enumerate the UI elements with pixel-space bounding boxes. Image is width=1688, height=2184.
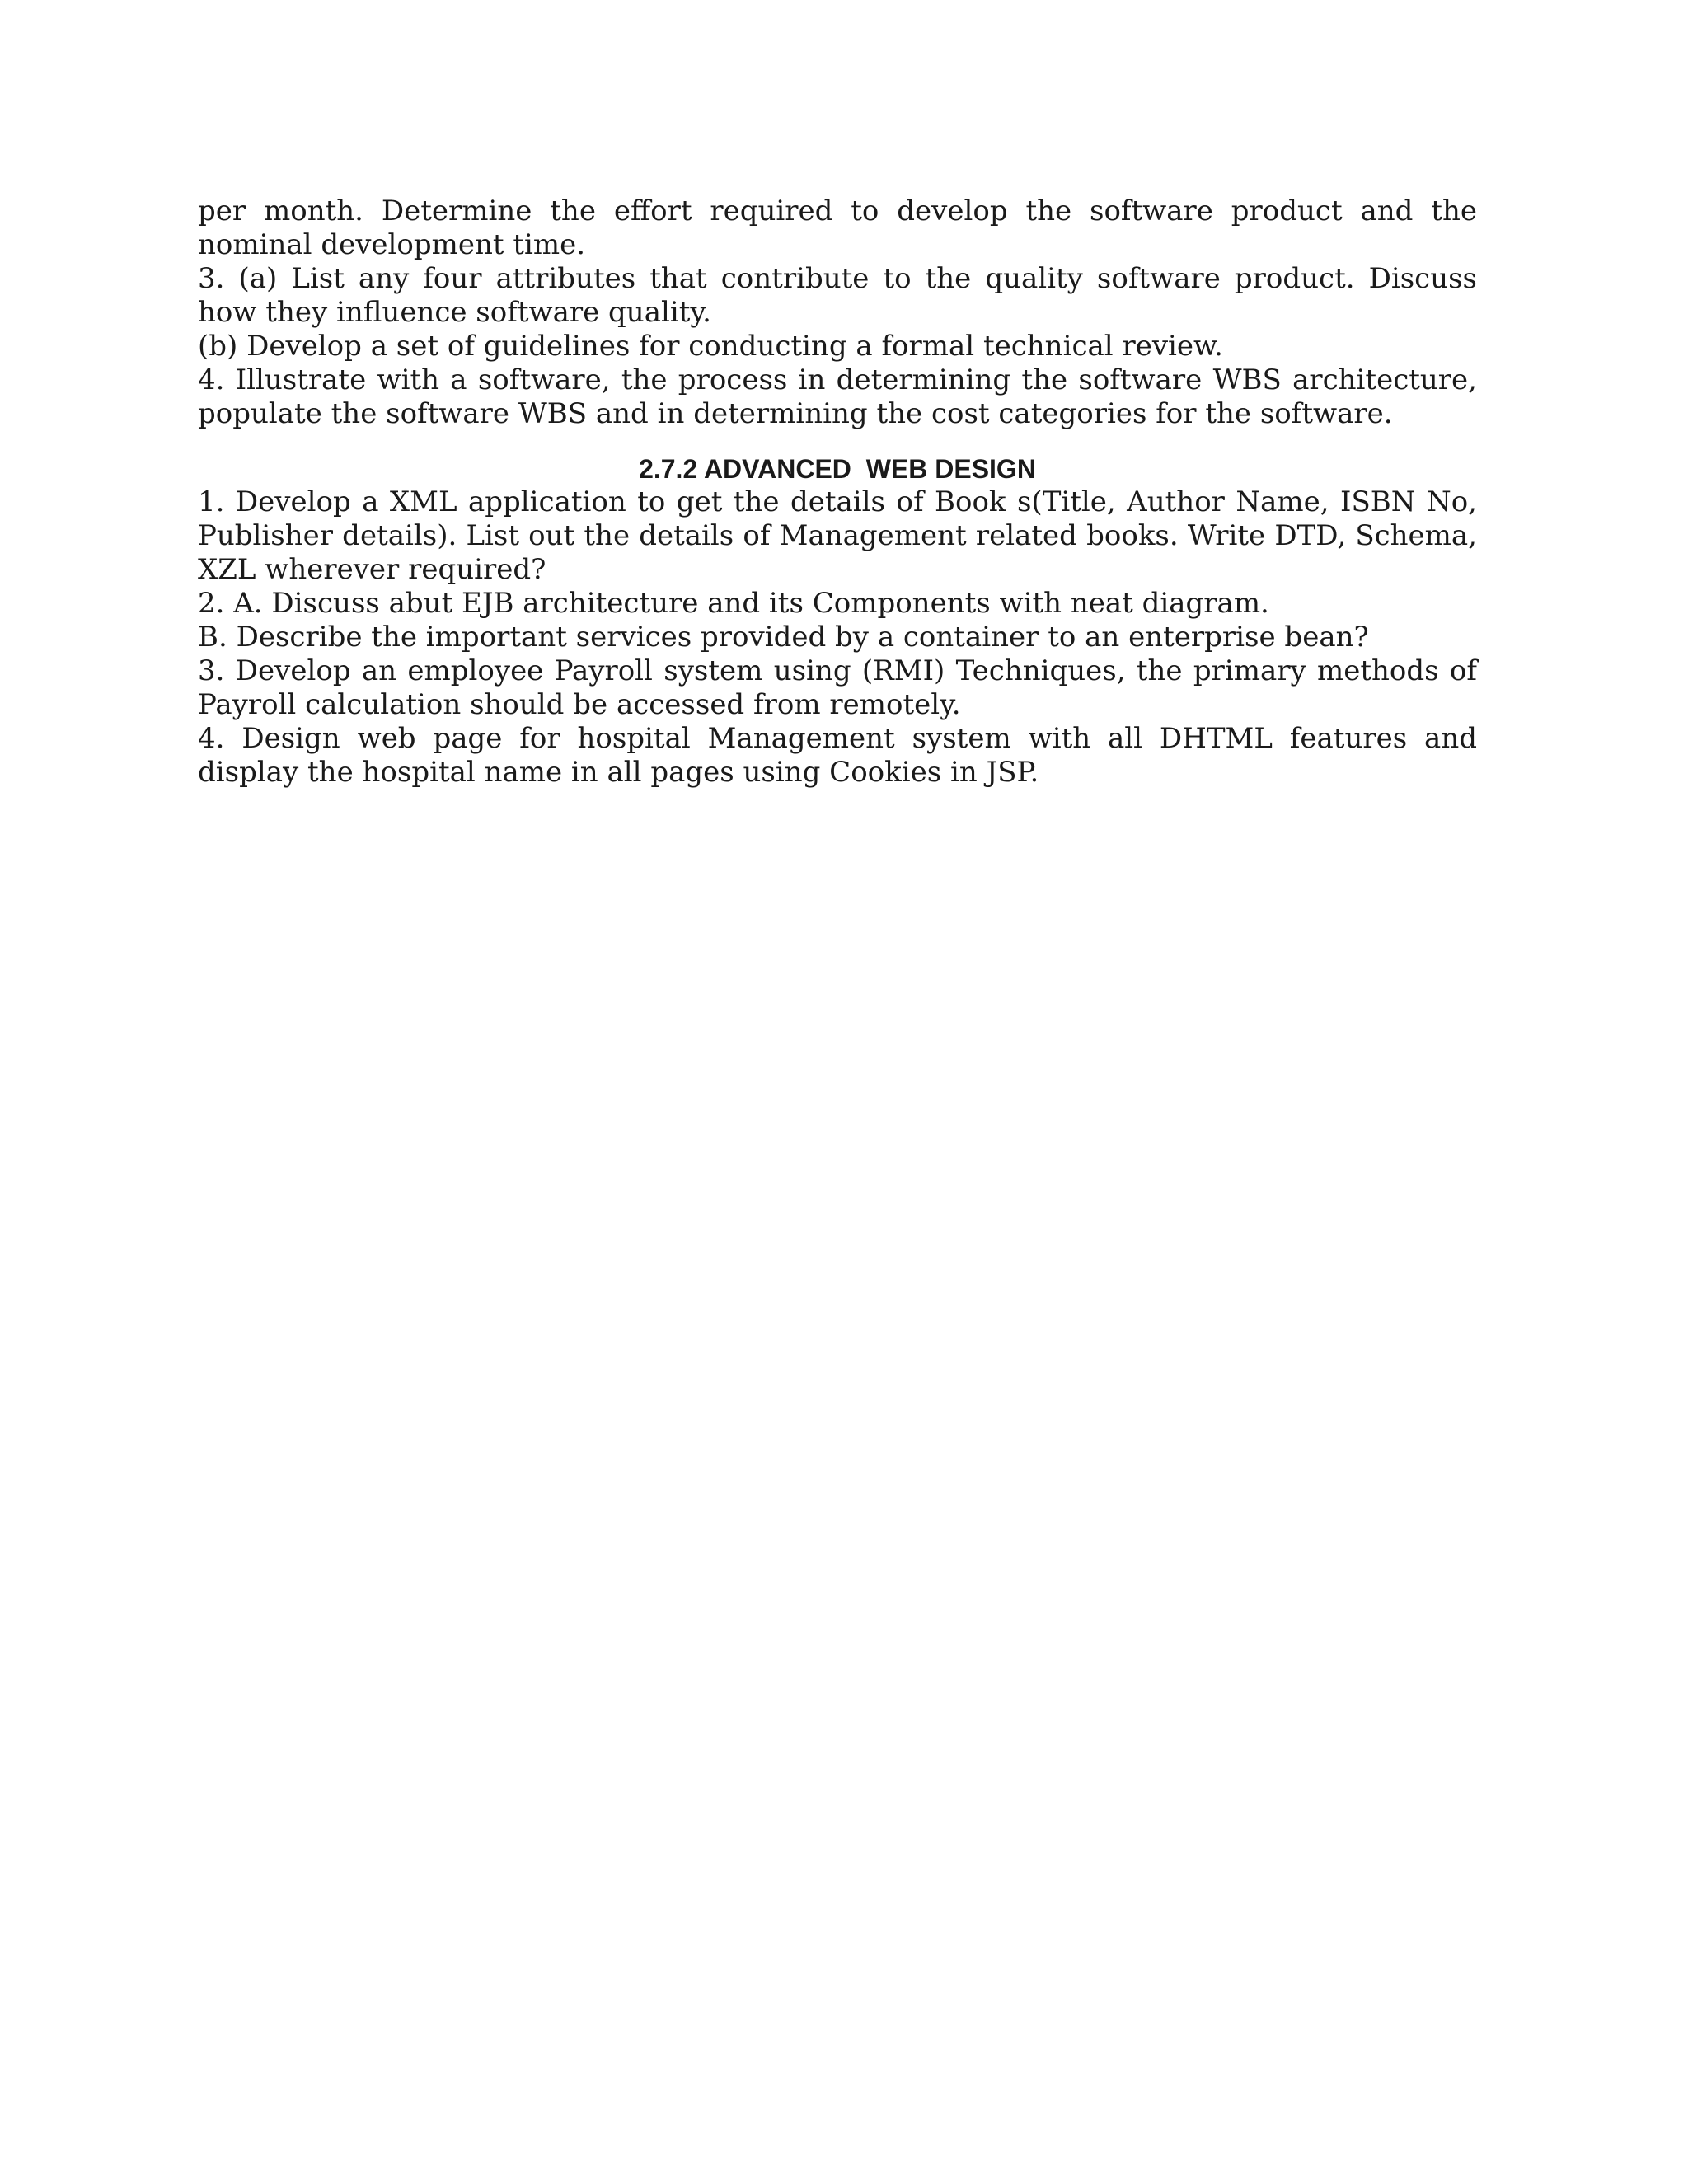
section-heading: 2.7.2 ADVANCED WEB DESIGN bbox=[639, 454, 1036, 484]
paragraph-hospital-web-page: 4. Design web page for hospital Management system with all DHTML features and display the hospital name in all pages using Cookies in JSP. bbox=[198, 722, 1477, 789]
paragraph-wbs-architecture: 4. Illustrate with a software, the process in determining the software WBS architecture, populate the software WBS and in determining the cost categories for the software. bbox=[198, 363, 1477, 430]
document-content bbox=[198, 194, 1477, 790]
paragraph-xml-application: 1. Develop a XML application to get the details of Book s(Title, Author Name, ISBN No, Publisher details). List out the details of Management related books. Write DTD, Schema, XZL wherever required? bbox=[198, 485, 1477, 586]
paragraph-ejb-architecture: 2. A. Discuss abut EJB architecture and its Components with neat diagram. bbox=[198, 587, 1269, 620]
paragraph-technical-review: (b) Develop a set of guidelines for conducting a formal technical review. bbox=[198, 330, 1223, 363]
paragraph-quality-attributes: 3. (a) List any four attributes that contribute to the quality software product. Discuss how they influence software quality. bbox=[198, 262, 1477, 329]
paragraph-container-services: B. Describe the important services provided by a container to an enterprise bean? bbox=[198, 621, 1369, 654]
paragraph-payroll-rmi: 3. Develop an employee Payroll system using (RMI) Techniques, the primary methods of Payroll calculation should be accessed from remotely. bbox=[198, 654, 1477, 721]
paragraph-effort-estimation: per month. Determine the effort required to develop the software product and the nominal development time. bbox=[198, 194, 1477, 261]
